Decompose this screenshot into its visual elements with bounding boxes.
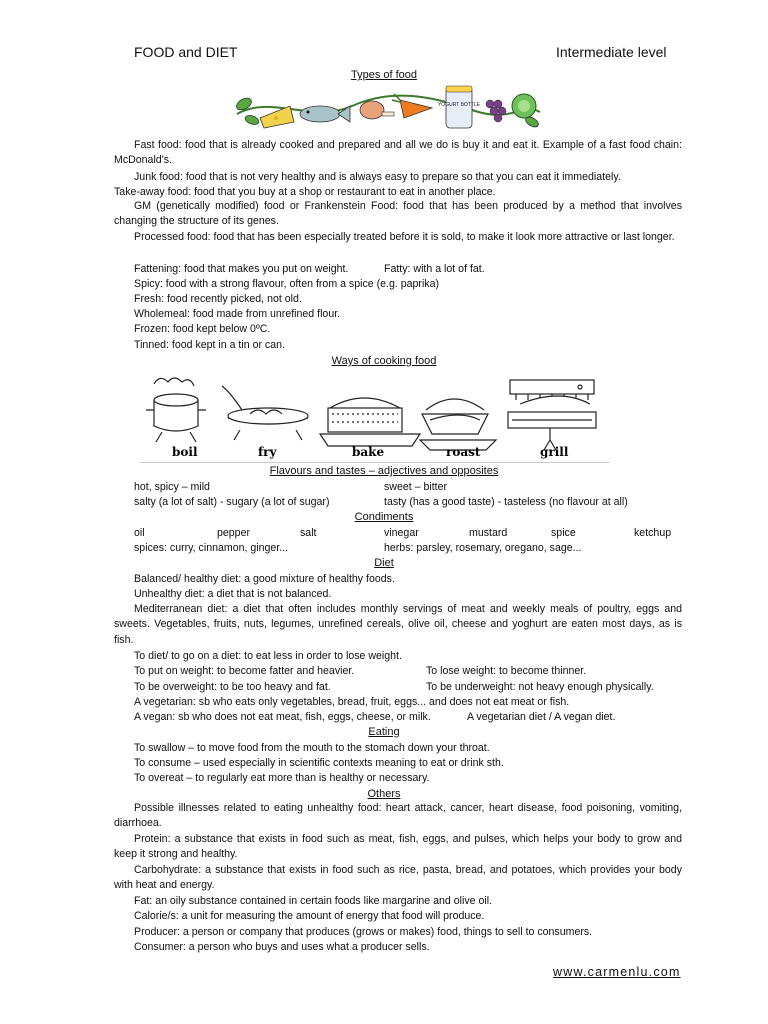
- roast-caption: roast: [446, 445, 481, 459]
- producer: Producer: a person or company that produces (grows or makes) food, things to sell to consumers.: [134, 926, 593, 938]
- svg-text:YOGURT BOTTLE: YOGURT BOTTLE: [437, 102, 481, 108]
- section-types-of-food: Types of food: [350, 69, 418, 81]
- gm-food-definition: GM (genetically modified) food or Frankenstein Food: food that has been produced by a method that involves changing the structure of its genes.: [114, 200, 682, 228]
- spicy-definition: Spicy: food with a strong flavour, often from a spice (e.g. paprika): [134, 278, 440, 290]
- condiment-item: ketchup: [634, 527, 672, 539]
- condiment-item: pepper: [217, 527, 250, 539]
- tasty-tasteless: tasty (has a good taste) - tasteless (no flavour at all): [384, 496, 628, 508]
- cooking-methods-illustration: [140, 370, 610, 464]
- fresh-definition: Fresh: food recently picked, not old.: [134, 293, 302, 305]
- balanced-diet: Balanced/ healthy diet: a good mixture of healthy foods.: [134, 573, 395, 585]
- lettuce-icon: [512, 94, 536, 118]
- section-condiments: Condiments: [354, 511, 414, 523]
- fry-pan-icon: [222, 386, 308, 440]
- boil-pot-icon: [146, 378, 206, 442]
- to-swallow: To swallow – to move food from the mouth to the stomach down your throat.: [134, 742, 490, 754]
- takeaway-food-definition: Take-away food: food that you buy at a shop or restaurant to eat in another place.: [114, 186, 496, 198]
- calorie: Calorie/s: a unit for measuring the amount of energy that food will produce.: [134, 910, 485, 922]
- overweight: To be overweight: to be too heavy and fat.: [134, 681, 331, 693]
- to-overeat: To overeat – to regularly eat more than is healthy or necessary.: [134, 772, 430, 784]
- vegan: A vegan: sb who does not eat meat, fish, eggs, cheese, or milk.: [134, 711, 431, 723]
- mediterranean-diet: Mediterranean diet: a diet that often includes monthly servings of meat and weekly meals of poultry, eggs and sweets. Vegetables, fruits, nuts, legumes, unrefined cereals, olive oil, cheese and yoghurt are eaten most days, as is fish.: [114, 603, 682, 646]
- grapes-icon: [486, 100, 506, 122]
- salty-sugary: salty (a lot of salt) - sugary (a lot of sugar): [134, 496, 330, 508]
- herbs-list: herbs: parsley, rosemary, oregano, sage...: [384, 542, 582, 554]
- hot-mild: hot, spicy – mild: [134, 481, 210, 493]
- fat: Fat: an oily substance contained in certain foods like margarine and olive oil.: [134, 895, 493, 907]
- lose-weight: To lose weight: to become thinner.: [426, 665, 587, 677]
- junk-food-definition: Junk food: food that is not very healthy and is always easy to prepare so that you can eat it immediately.: [134, 171, 621, 183]
- condiment-item: mustard: [469, 527, 508, 539]
- bake-dish-icon: [320, 398, 420, 446]
- condiment-item: spice: [551, 527, 576, 539]
- to-diet: To diet/ to go on a diet: to eat less in order to lose weight.: [134, 650, 402, 662]
- wholemeal-definition: Wholemeal: food made from unrefined flour.: [134, 308, 341, 320]
- food-banner-illustration: [232, 84, 544, 132]
- grill-icon: [508, 380, 596, 450]
- spices-list: spices: curry, cinnamon, ginger...: [134, 542, 289, 554]
- yogurt-bottle-icon: [438, 86, 481, 128]
- underweight: To be underweight: not heavy enough physically.: [426, 681, 654, 693]
- vegetarian: A vegetarian: sb who eats only vegetables, bread, fruit, eggs... and does not eat meat or fish.: [134, 696, 570, 708]
- boil-caption: boil: [172, 445, 198, 459]
- processed-food-definition: Processed food: food that has been especially treated before it is sold, to make it look more attractive or last longer.: [134, 231, 675, 243]
- roast-tray-icon: [420, 399, 496, 450]
- section-ways-of-cooking: Ways of cooking food: [331, 355, 437, 367]
- condiment-item: vinegar: [384, 527, 419, 539]
- page-title: FOOD and DIET: [134, 44, 238, 60]
- protein: Protein: a substance that exists in food such as meat, fish, eggs, and pulses, which helps your body to grow and keep it strong and healthy.: [114, 833, 682, 861]
- section-diet: Diet: [374, 557, 394, 569]
- frozen-definition: Frozen: food kept below 0ºC.: [134, 323, 271, 335]
- illustration-baseline: [140, 462, 610, 463]
- website-link[interactable]: www.carmenlu.com: [553, 965, 681, 979]
- sweet-bitter: sweet – bitter: [384, 481, 448, 493]
- cheese-icon: [260, 106, 294, 128]
- carbohydrate: Carbohydrate: a substance that exists in food such as rice, pasta, bread, and potatoes, which provides your body with heat and energy.: [114, 864, 682, 892]
- vegetarian-vegan-diet: A vegetarian diet / A vegan diet.: [467, 711, 616, 723]
- section-flavours: Flavours and tastes – adjectives and opposites: [269, 465, 499, 477]
- grill-caption: grill: [540, 445, 569, 459]
- section-others: Others: [367, 788, 401, 800]
- consumer: Consumer: a person who buys and uses what a producer sells.: [134, 941, 430, 953]
- unhealthy-diet: Unhealthy diet: a diet that is not balanced.: [134, 588, 332, 600]
- condiment-item: salt: [300, 527, 317, 539]
- put-on-weight: To put on weight: to become fatter and heavier.: [134, 665, 355, 677]
- illnesses: Possible illnesses related to eating unhealthy food: heart attack, cancer, heart disease, food poisoning, vomiting, diarrhoea.: [114, 802, 682, 830]
- to-consume: To consume – used especially in scientific contexts meaning to eat or drink sth.: [134, 757, 504, 769]
- fattening-definition: Fattening: food that makes you put on weight.: [134, 263, 349, 275]
- chicken-leg-icon: [360, 101, 394, 119]
- bake-caption: bake: [352, 445, 385, 459]
- fry-caption: fry: [258, 445, 277, 459]
- fatty-definition: Fatty: with a lot of fat.: [384, 263, 485, 275]
- section-eating: Eating: [368, 726, 400, 738]
- fast-food-definition: Fast food: food that is already cooked and prepared and all we do is buy it and eat it. Example of a fast food chain: McDonald's.: [114, 139, 682, 167]
- level-label: Intermediate level: [556, 44, 667, 60]
- tinned-definition: Tinned: food kept in a tin or can.: [134, 339, 285, 351]
- condiment-item: oil: [134, 527, 145, 539]
